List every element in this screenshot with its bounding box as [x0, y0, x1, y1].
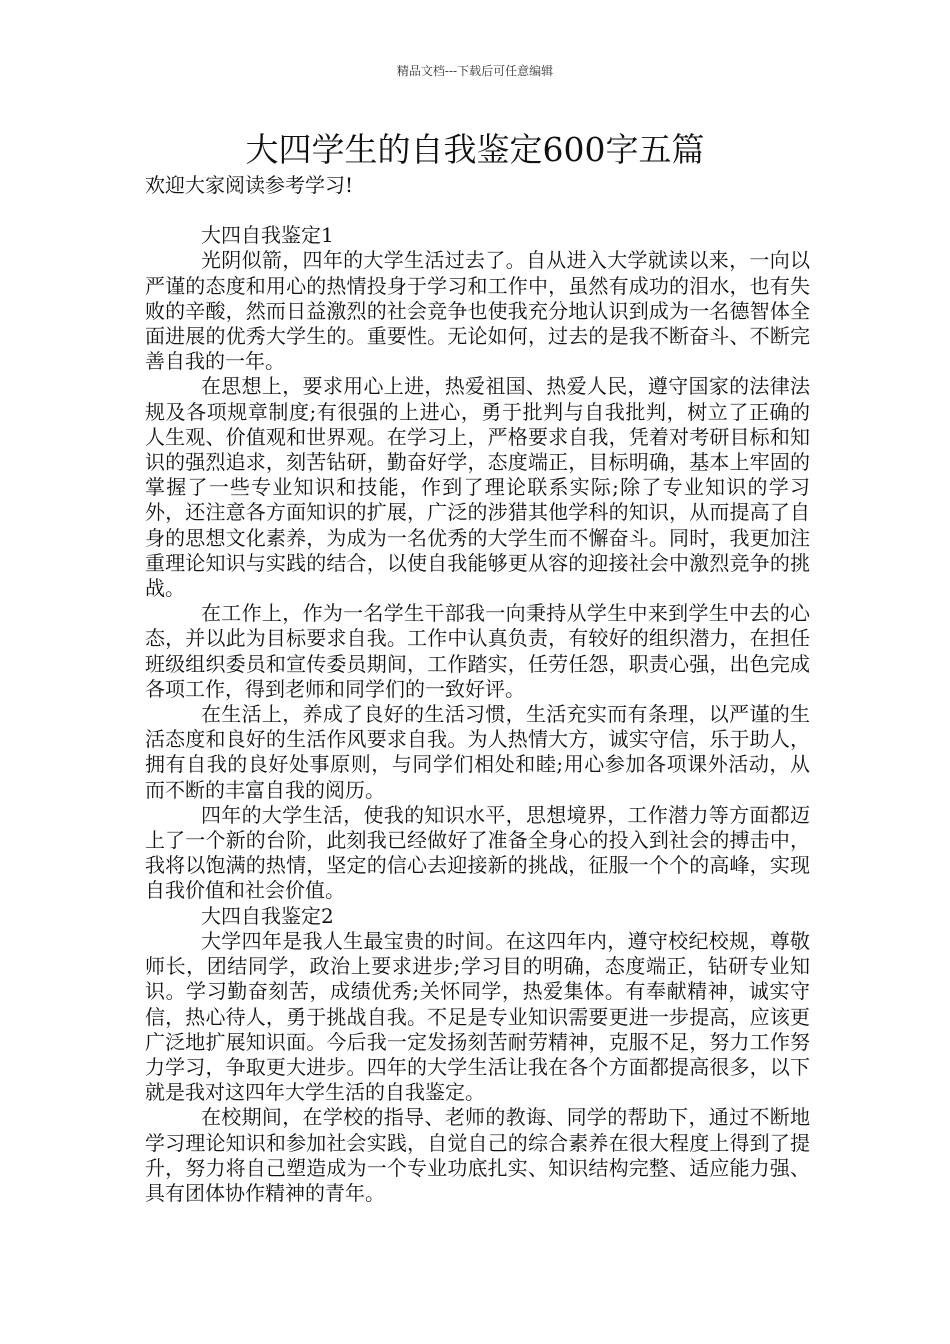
paragraph: 在校期间，在学校的指导、老师的教诲、同学的帮助下，通过不断地学习理论知识和参加社会实践，自觉自己的综合素养在很大程度上得到了提升，努力将自己塑造成为一个专业功底扎实、知识结构完整、适应能力强、具有团体协作精神的青年。: [145, 1105, 810, 1205]
document-body: [145, 173, 810, 1206]
paragraph: 在思想上，要求用心上进，热爱祖国、热爱人民，遵守国家的法律法规及各项规章制度;有很强的上进心，勇于批判与自我批判，树立了正确的人生观、价值观和世界观。在学习上，严格要求自我，凭着对考研目标和知识的强烈追求，刻苦钻研，勤奋好学，态度端正，目标明确，基本上牢固的掌握了一些专业知识和技能，作到了理论联系实际;除了专业知识的学习外，还注意各方面知识的扩展，广泛的涉猎其他学科的知识，从而提高了自身的思想文化素养，为成为一名优秀的大学生而不懈奋斗。同时，我更加注重理论知识与实践的结合，以使自我能够更从容的迎接社会中激烈竞争的挑战。: [145, 374, 810, 601]
paragraph: 四年的大学生活，使我的知识水平，思想境界，工作潜力等方面都迈上了一个新的台阶，此刻我已经做好了准备全身心的投入到社会的搏击中，我将以饱满的热情，坚定的信心去迎接新的挑战，征服一个个的高峰，实现自我价值和社会价值。: [145, 802, 810, 903]
paragraph: 在生活上，养成了良好的生活习惯，生活充实而有条理，以严谨的生活态度和良好的生活作风要求自我。为人热情大方，诚实守信，乐于助人，拥有自我的良好处事原则，与同学们相处和睦;用心参加各项课外活动，从而不断的丰富自我的阅历。: [145, 702, 810, 802]
intro-text: 欢迎大家阅读参考学习!: [145, 173, 354, 197]
paragraph: 在工作上，作为一名学生干部我一向秉持从学生中来到学生中去的心态，并以此为目标要求自我。工作中认真负责，有较好的组织潜力，在担任班级组织委员和宣传委员期间，工作踏实，任劳任怨，职责心强，出色完成各项工作，得到老师和同学们的一致好评。: [145, 601, 810, 701]
section-heading-1: 大四自我鉴定1: [201, 223, 334, 248]
paragraph: 光阴似箭，四年的大学生活过去了。自从进入大学就读以来，一向以严谨的态度和用心的热情投身于学习和工作中，虽然有成功的泪水，也有失败的辛酸，然而日益激烈的社会竞争也使我充分地认识到成为一名德智体全面进展的优秀大学生的。重要性。无论如何，过去的是我不断奋斗、不断完善自我的一年。: [145, 248, 810, 374]
header-note: 精品文档---下载后可任意编辑: [396, 64, 554, 78]
paragraph: 大学四年是我人生最宝贵的时间。在这四年内，遵守校纪校规，尊敬师长，团结同学，政治上要求进步;学习目的明确，态度端正，钻研专业知识。学习勤奋刻苦，成绩优秀;关怀同学，热爱集体。有奉献精神，诚实守信，热心待人，勇于挑战自我。不足是专业知识需要更进一步提高，应该更广泛地扩展知识面。今后我一定发扬刻苦耐劳精神，克服不足，努力工作努力学习，争取更大进步。四年的大学生活让我在各个方面都提高很多，以下就是我对这四年大学生活的自我鉴定。: [145, 928, 810, 1105]
document-title: 大四学生的自我鉴定600字五篇: [245, 130, 705, 169]
section-heading-2: 大四自我鉴定2: [201, 903, 334, 928]
